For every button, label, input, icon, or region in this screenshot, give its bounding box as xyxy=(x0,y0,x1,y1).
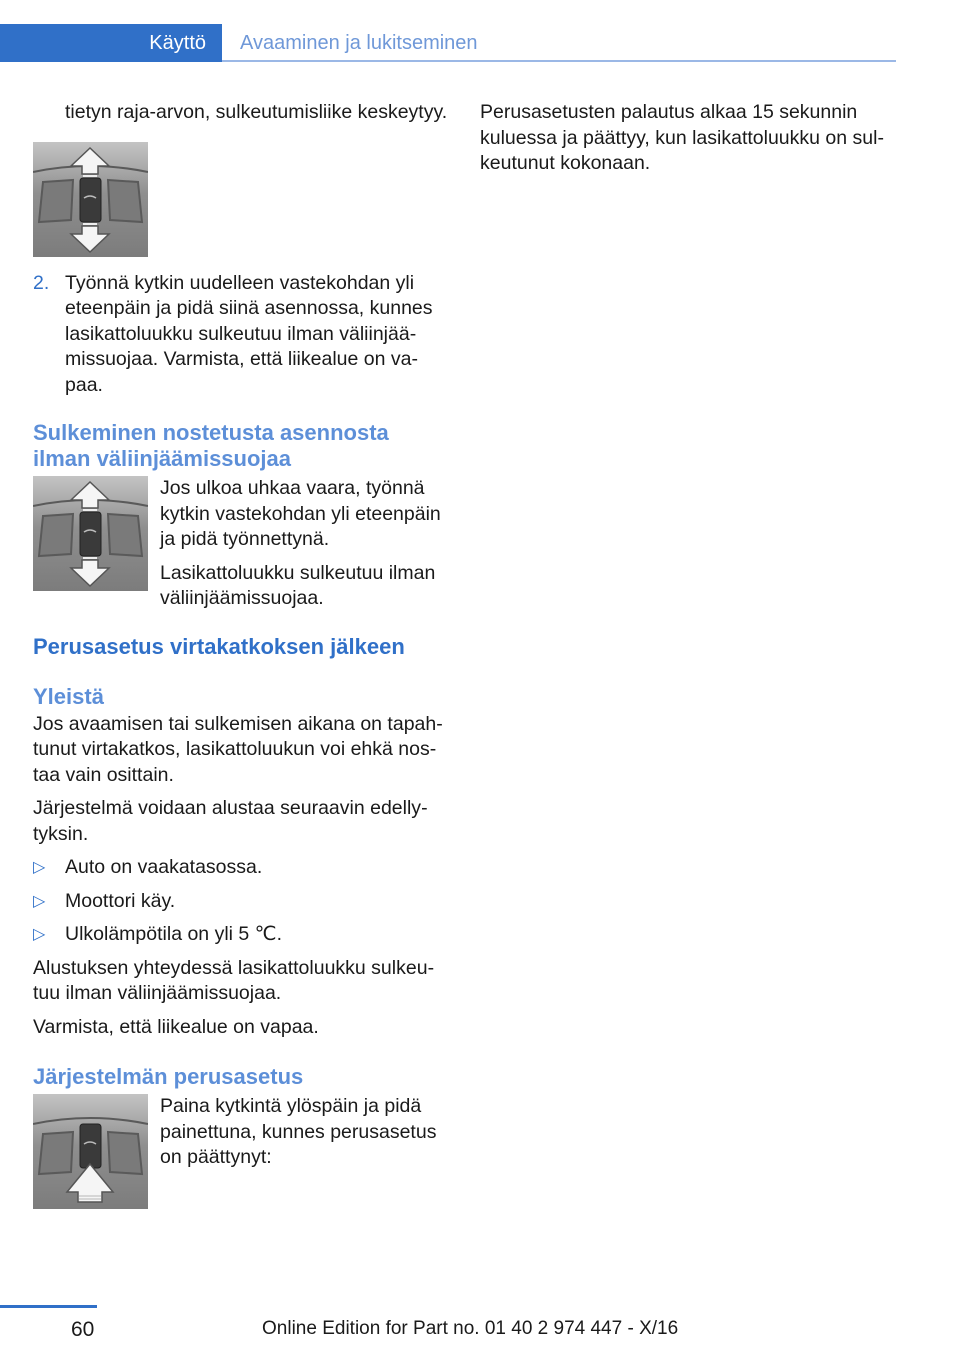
bullet-text: Auto on vaakatasossa. xyxy=(65,856,263,878)
general-paragraph-1: Jos avaamisen tai sulkemisen aikana on tapahtunut virtakatkos, lasikattoluukun voi ehkä nostaa vain osittain. xyxy=(33,712,443,786)
general-paragraph-2: Järjestelmä voidaan alustaa seuraavin edellytyksin. xyxy=(33,797,428,845)
step-text: Työnnä kytkin uudelleen vastekohdan yli eteenpäin ja pidä siinä asennossa, kunnes lasikattoluukku sulkeutuu ilman väliinjäämissuojaa. Varmista, että liikealue on vapaa. xyxy=(65,271,433,396)
page-number: 60 xyxy=(71,1318,95,1341)
step-2 xyxy=(33,271,448,399)
heading-system-reset: Järjestelmän perusasetus xyxy=(33,1064,304,1089)
right-paragraph-1: Perusasetusten palautus alkaa 15 sekunnin kuluessa ja päättyy, kun lasikattoluukku on sulkeutunut kokonaan. xyxy=(480,101,884,174)
close-raised-block xyxy=(33,476,448,612)
edition-text: Online Edition for Part no. 01 40 2 974 447 - X/16 xyxy=(262,1318,679,1339)
close-paragraph-1: Jos ulkoa uhkaa vaara, työnnä kytkin vastekohdan yli eteenpäin ja pidä työnnettynä. xyxy=(160,477,441,550)
heading-reset-after-power-cut: Perusasetus virtakatkoksen jälkeen xyxy=(33,633,405,659)
right-column xyxy=(480,100,895,177)
close-raised-text xyxy=(160,476,448,612)
intro-paragraph: tietyn raja-arvon, sulkeutumisliike keskeytyy. xyxy=(65,101,448,123)
step-number: 2. xyxy=(33,271,50,294)
left-column xyxy=(33,100,448,1209)
general-paragraph-4: Varmista, että liikealue on vapaa. xyxy=(33,1015,319,1038)
bullet-item xyxy=(33,889,448,915)
footer-rule xyxy=(0,1305,97,1308)
section-tab: Käyttö xyxy=(0,24,222,62)
heading-close-raised: Sulkeminen nostetusta asennosta ilman väliinjäämissuojaa xyxy=(33,420,389,471)
heading-general: Yleistä xyxy=(33,683,104,709)
bullet-text: Ulkolämpötila on yli 5 ℃. xyxy=(65,923,282,945)
roof-switch-illustration-up xyxy=(33,1094,148,1209)
system-paragraph-1: Paina kytkintä ylöspäin ja pidä painettuna, kunnes perusasetus on päättynyt: xyxy=(160,1095,437,1168)
triangle-bullet-icon: ▷ xyxy=(33,892,46,910)
header-rule xyxy=(222,60,896,62)
triangle-bullet-icon: ▷ xyxy=(33,859,46,876)
bullet-item xyxy=(33,855,448,881)
bullet-text: Moottori käy. xyxy=(65,889,176,912)
system-reset-block xyxy=(33,1094,448,1209)
bullet-item xyxy=(33,922,448,948)
roof-switch-illustration-up-down xyxy=(33,142,148,257)
roof-switch-illustration-up-down xyxy=(33,476,148,591)
system-reset-text xyxy=(160,1094,448,1171)
page-header xyxy=(0,0,896,62)
chapter-title: Avaaminen ja lukitseminen xyxy=(240,32,478,54)
general-paragraph-3: Alustuksen yhteydessä lasikattoluukku sulkeutuu ilman väliinjäämissuojaa. xyxy=(33,956,435,1004)
triangle-bullet-icon: ▷ xyxy=(33,926,46,943)
close-paragraph-2: Lasikattoluukku sulkeutuu ilman väliinjäämissuojaa. xyxy=(160,561,436,609)
